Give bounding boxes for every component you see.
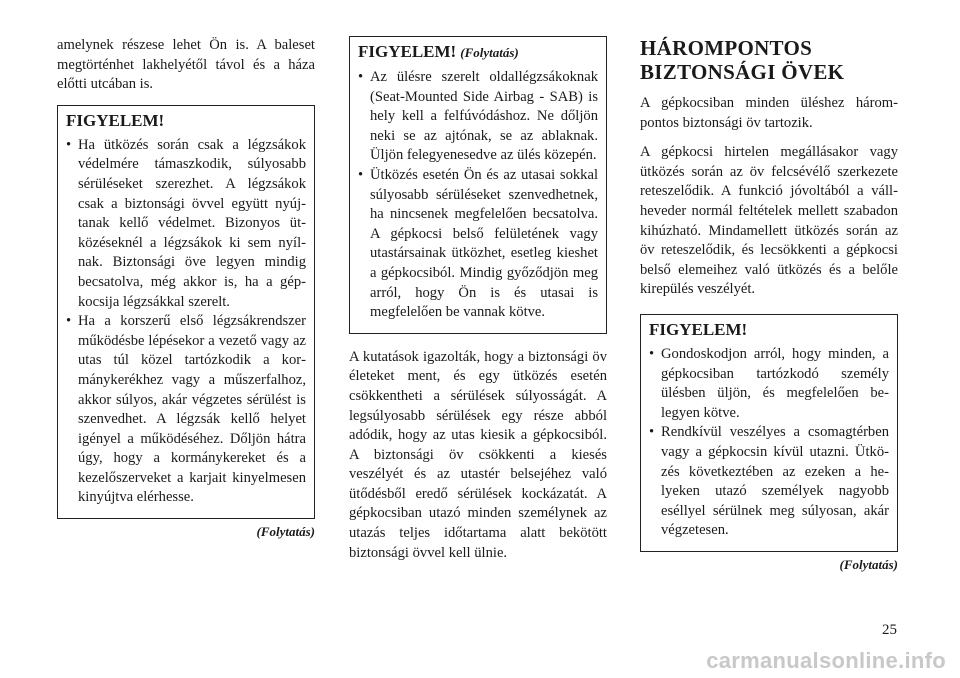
- section-paragraph: A gépkocsi hirtelen megállásakor vagy ütközés során az öv felcsévélő szerkezete reteszelődik. A funkció jóvoltából a vállheveder normál feltételek mellett szabadon kihúzható. Mindamellett ütközés során az öv reteszelődik, és lecsökkenti a gépkocsi belső elemeihez való ütközés és a belőle kirepülés veszélyét.: [640, 144, 898, 298]
- bullet-icon: •: [358, 69, 364, 85]
- warning-bullet: • Ha a korszerű első légzsákrendszer működésbe lépésekor a vezető vagy az utas túl közel tartózkodik a kormánykerékhez vagy a műszerfalhoz, akkor súlyos, akár végzetes sérülést is szenvedhet. A légzsák kellő helyet igényel a működéséhez. Dőljön hátra úgy, hogy a kormánykereket és a kezelőszerveket a karjait kinyelmesen kinyújtva elérhesse.: [66, 313, 306, 506]
- warning-bullet: • Ütközés esetén Ön és az utasai sokkal súlyosabb sérüléseket szenvedhetnek, ha nincsenek megfelelően becsatolva. A gépkocsi belső felületének vagy utastársainak ütközhet, esetleg kieshet a gépkocsiból. Mindig győződjön meg arról, hogy Ön is és utasai is megfelelően be vannak kötve.: [358, 166, 598, 321]
- warning-bullet: • Az ülésre szerelt oldallégzsákoknak (Seat-Mounted Side Airbag - SAB) is hely kell a felfúvódáshoz. Ne dőljön neki se az ajtónak, se az ablaknak. Üljön felegyenesedve az ülés közepén.: [358, 69, 598, 164]
- warning-title: FIGYELEM! (Folytatás): [358, 42, 519, 61]
- bullet-icon: •: [358, 166, 364, 183]
- intro-paragraph: amelynek részese lehet Ön is. A baleset megtörténhet lakhelyétől távol és a háza előtti utcában is.: [57, 37, 315, 93]
- warning-bullet: • Rendkívül veszélyes a csomagtérben vagy a gépkocsin kívül utazni. Ütközés következtében az ezeken a helyeken utazó személyek nagyobb eséllyel sérülnek meg súlyosan, akár végzetesen.: [649, 424, 889, 539]
- bullet-icon: •: [649, 345, 655, 362]
- continued-note: (Folytatás): [256, 524, 315, 540]
- warning-title: FIGYELEM!: [66, 110, 165, 130]
- body-paragraph: A kutatások igazolták, hogy a biztonsági öv életeket ment, és egy ütközés esetén csökkentheti a sérülések súlyosságát. A legsúlyosabb sérülések egy része abból adódik, hogy az utas kiesik a gépkocsiból. A biztonsági öv csökkenti a kiesés veszélyét és az utastér belsejéhez való ütődésből eredő sérülések kockázatát. A gépkocsiban utazó minden személynek az utazás teljes időtartama alatt bekötött biztonsági övvel kell ülnie.: [349, 348, 607, 561]
- warning-box-3: [640, 314, 898, 552]
- column-right: [640, 36, 898, 574]
- bullet-icon: •: [649, 424, 655, 441]
- continued-note: (Folytatás): [839, 556, 898, 572]
- bullet-icon: •: [66, 136, 72, 153]
- bullet-icon: •: [66, 313, 72, 330]
- warning-box-2: [349, 36, 607, 334]
- section-heading: HÁROMPONTOS BIZTONSÁGI ÖVEK: [640, 36, 845, 84]
- column-middle: [349, 36, 607, 573]
- warning-continued-label: (Folytatás): [460, 45, 519, 60]
- warning-box-1: [57, 105, 315, 519]
- warning-title: FIGYELEM!: [649, 319, 748, 339]
- section-paragraph: A gépkocsiban minden üléshez hárompontos biztonsági öv tartozik.: [640, 95, 898, 131]
- warning-bullet: • Ha ütközés során csak a légzsákok védelmére támaszkodik, súlyosabb sérüléseket szerezhet. A légzsákok csak a biztonsági övvel együtt nyújtanak kellő védelmet. Bizonyos ütközéseknél a légzsákok ki sem nyílnak. Biztonsági öve legyen mindig becsatolva, még akkor is, ha a gépkocsija légzsákkal szerelt.: [66, 136, 306, 310]
- column-left: [57, 36, 315, 541]
- watermark: carmanualsonline.info: [706, 648, 946, 673]
- warning-bullet: • Gondoskodjon arról, hogy minden, a gépkocsiban tartózkodó személy ülésben üljön, és megfelelően belegyen kötve.: [649, 345, 889, 421]
- page-number: 25: [882, 622, 897, 638]
